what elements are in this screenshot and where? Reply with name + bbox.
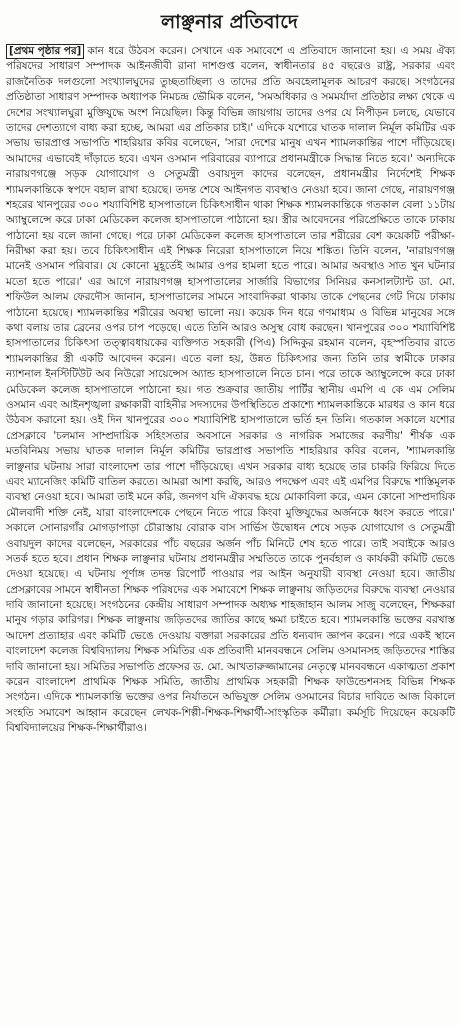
article-body bbox=[6, 44, 455, 737]
headline: লাঞ্ছনার প্রতিবাদে bbox=[160, 11, 299, 33]
article-paragraph: কান ধরে উঠবস করেন। সেখানে এক সমাবেশে এ প্রতিবাদে জানানো হয়। এ সময় ঐক্য পরিষদের সাধারণ সম্পাদক আইনজীবী রানা দাশগুপ্ত বলেন, স্বাধীনতার ৪৫ বছরেও রাষ্ট্র, সরকার এবং রাজনৈতিক দলগুলো সংখ্যালঘুদের তুচ্ছতাচ্ছিল্য ও তাদের প্রতি অবহেলামূলক আচরণ করছে। সংগঠনের প্রতিষ্ঠাতা সাধারণ সম্পাদক অধ্যাপক নিমচন্দ্র ভৌমিক বলেন, 'সমঅধিকার ও সমমর্যাদা প্রতিষ্ঠার লক্ষ্য থেকে এ দেশের সংখ্যালঘুরা মুক্তিযুদ্ধে অংশ নিয়েছিল। কিন্তু বিভিন্ন জায়গায় তাদের ওপর যে নিপীড়ন চলছে, যেভাবে তাদের দেশত্যাগে বাধ্য করা হচ্ছে, আমরা এর প্রতিকার চাই।' এদিকে যশোরে ঘাতক দালাল নির্মূল কমিটির এক সভায় ভারপ্রাপ্ত সভাপতি শাহরিয়ার কবির বলেছেন, 'সারা দেশের মানুষ এখন শ্যামলকান্তির পাশে দাঁড়িয়েছে। আমাদের এভাবেই দাঁড়াতে হবে। এখন ওসমান পরিবারের ব্যাপারে প্রধানমন্ত্রীকে সিদ্ধান্ত নিতে হবে।' অন্যদিকে নারায়ণগঞ্জে সড়ক যোগাযোগ ও সেতুমন্ত্রী ওবায়দুল কাদের বলেছেন, প্রধানমন্ত্রীর নির্দেশেই শিক্ষক শ্যামলকান্তিকে স্বপদে বহাল রাখা হয়েছে। তদন্ত শেষে আইনগত ব্যবস্থাও নেওয়া হবে। জানা গেছে, নারায়ণগঞ্জ শহরের খানপুরের ৩০০ শয্যাবিশিষ্ট হাসপাতালে চিকিৎসাধীন থাকা শিক্ষক শ্যামলকান্তিকে গতকাল বেলা ১১টায় অ্যাম্বুলেন্সে করে ঢাকা মেডিকেল কলেজ হাসপাতালে পাঠানো হয়। স্ত্রীর আবেদনের পরিপ্রেক্ষিতে তাকে ঢাকায় পাঠানো হয় বলে জানা গেছে। পরে ঢাকা মেডিকেল কলেজ হাসপাতালে তার শরীরের বেশ কয়েকটি পরীক্ষা-নিরীক্ষা করা হয়। তবে চিকিৎসাধীন এই শিক্ষক নিরেরা হাসপাতালে নিয়ে শঙ্কিত। তিনি বলেন, 'নারায়ণগঞ্জ মানেই ওসমান পরিবার। যে কোনো মুহূর্তেই আমার ওপর হামলা হতে পারে। আমার অবস্থাও সাত খুন ঘটনার মতো হতে পারে।' এর আগে নারায়ণগঞ্জ হাসপাতালের সার্জারি বিভাগের সিনিয়র কনসালট্যান্ট ডা. মো. শফিউল আলম ফেরদৌস জানান, হাসপাতালের সামনে সাংবাদিকরা থাকায় তাকে পেছনের গেট দিয়ে ঢাকায় পাঠানো হয়েছে। শ্যামলকান্তির শরীরের অবস্থা ভালো নয়। কয়েক দিন ধরে গণমাধ্যম ও বিভিন্ন মানুষের সঙ্গে কথা বলায় তার ব্রেনের ওপর চাপ পড়েছে। এতে তিনি আরও অসুস্থ বোধ করছেন। খানপুরের ৩০০ শয্যাবিশিষ্ট হাসপাতালের চিকিৎসা তত্ত্বাবধায়কের ব্যক্তিগত সহকারী (পিএ) সিদ্দিকুর রহমান বলেন, বৃহস্পতিবার রাতে শ্যামলকান্তির স্ত্রী একটি আবেদন করেন। এতে বলা হয়, উন্নত চিকিৎসার জন্য তিনি তার স্বামীকে ঢাকার ন্যাশনাল ইনস্টিটিউট অব নিউরো সায়েন্সেস অ্যান্ড হাসপাতালে নিতে চান। পরে তাকে অ্যাম্বুলেন্সে করে ঢাকা মেডিকেল কলেজ হাসপাতালে পাঠানো হয়। গত শুক্রবার জাতীয় পার্টির স্থানীয় এমপি এ কে এম সেলিম ওসমান এবং আইনশৃঙ্খলা রক্ষাকারী বাহিনীর সদস্যদের উপস্থিতিতে প্রকাশ্যে শ্যামলকান্তিকে মারধর ও কান ধরে উঠবস করানো হয়। ওই দিন খানপুরের ৩০০ শয্যাবিশিষ্ট হাসপাতালে ভর্তি হন তিনি। গতকাল সকালে যশোর প্রেসক্লাবে 'চলমান সাম্প্রদায়িক সহিংসতার অবসানে সরকার ও নাগরিক সমাজের করণীয়' শীর্ষক এক মতবিনিময় সভায় ঘাতক দালাল নির্মূল কমিটির ভারপ্রাপ্ত সভাপতি শাহরিয়ার কবির বলেন, 'শ্যামলকান্তি লাঞ্ছনার ঘটনায় সারা বাংলাদেশ তার পাশে দাঁড়িয়েছে। এখন সরকার বাধ্য হয়েছে তার চাকরি ফিরিয়ে দিতে এবং ম্যানেজিং কমিটি বাতিল করতে। আমরা আশা করছি, আরও পদক্ষেপ এবং এই এমপির বিরুদ্ধে শাস্তিমূলক ব্যবস্থা নেওয়া হবে। আমরা তাই মনে করি, জনগণ যদি ঐক্যবদ্ধ হয়ে মোকাবিলা করে, এমন কোনো সাম্প্রদায়িক মৌলবাদী শক্তি নেই, যারা বাংলাদেশকে পেছনে নিতে পারে কিংবা মুক্তিযুদ্ধের অর্জনকে ধ্বংস করতে পারে।' সকালে সোনারগাঁর মোগড়াপাড়া চৌরাস্তায় বোরাক বাস সার্ভিস উদ্বোধন শেষে সড়ক যোগাযোগ ও সেতুমন্ত্রী ওবায়দুল কাদের বলেছেন, সরকারের পাঁচ বছরের অর্জন পাঁচ মিনিটে শেষ হতে পারে। তাই সবাইকে আরও সতর্ক হতে হবে। প্রধান শিক্ষক লাঞ্ছনার ঘটনায় প্রধানমন্ত্রীর সম্মতিতে তাকে পুনর্বহাল ও কার্যকরী কমিটি ভেঙে দেওয়া হয়েছে। এ ঘটনায় পূর্ণাঙ্গ তদন্ত রিপোর্ট পাওয়ার পর আইন অনুযায়ী ব্যবস্থা নেওয়া হবে। জাতীয় প্রেসক্লাবের সামনে স্বাধীনতা শিক্ষক পরিষদের এক সমাবেশে শিক্ষক লাঞ্ছনায় জড়িতদের বিরুদ্ধে ব্যবস্থা নেওয়ার দাবি জানানো হয়েছে। সংগঠনের কেন্দ্রীয় সাধারণ সম্পাদক অধ্যক্ষ শাহজাহান আলম সাজু বলেছেন, শিক্ষকরা মানুষ গড়ার কারিগর। শিক্ষক লাঞ্ছনায় জড়িতদের জাতির কাছে ক্ষমা চাইতে হবে। শ্যামলকান্তি ভক্তের বরখাস্ত আদেশ প্রত্যাহার এবং কমিটি ভেঙে দেওয়ায় বক্তারা সরকারের প্রতি ধন্যবাদ জ্ঞাপন করেন। পরে একই স্থানে বাংলাদেশ কলেজ বিশ্ববিদ্যালয় শিক্ষক সমিতির এক প্রতিবাদী মানববন্ধনে সেলিম ওসমানসহ জড়িতদের শাস্তির দাবি জানানো হয়। সমিতির সভাপতি প্রফেসর ড. মো. আখতারুজ্জামানের নেতৃত্বে মানববন্ধনে একাত্মতা প্রকাশ করেন বাংলাদেশ প্রাথমিক শিক্ষক সমিতি, জাতীয় প্রাথমিক সহকারী শিক্ষক ফাউন্ডেশনসহ বিভিন্ন শিক্ষক সংগঠন। এদিকে শ্যামলকান্তি ভক্তের ওপর নির্যাতনে অভিযুক্ত সেলিম ওসমানের বিচার দাবিতে আজ বিকালে সংহতি সমাবেশ আহ্বান করেছেন লেখক-শিল্পী-শিক্ষক-শিক্ষার্থী-সাংস্কৃতিক কর্মীরা। কর্মসূচি দিয়েছেন কয়েকটি বিশ্ববিদ্যালয়ের শিক্ষক-শিক্ষার্থীরাও। bbox=[6, 45, 455, 735]
continuation-label: [প্রথম পৃষ্ঠার পর] bbox=[6, 44, 84, 59]
